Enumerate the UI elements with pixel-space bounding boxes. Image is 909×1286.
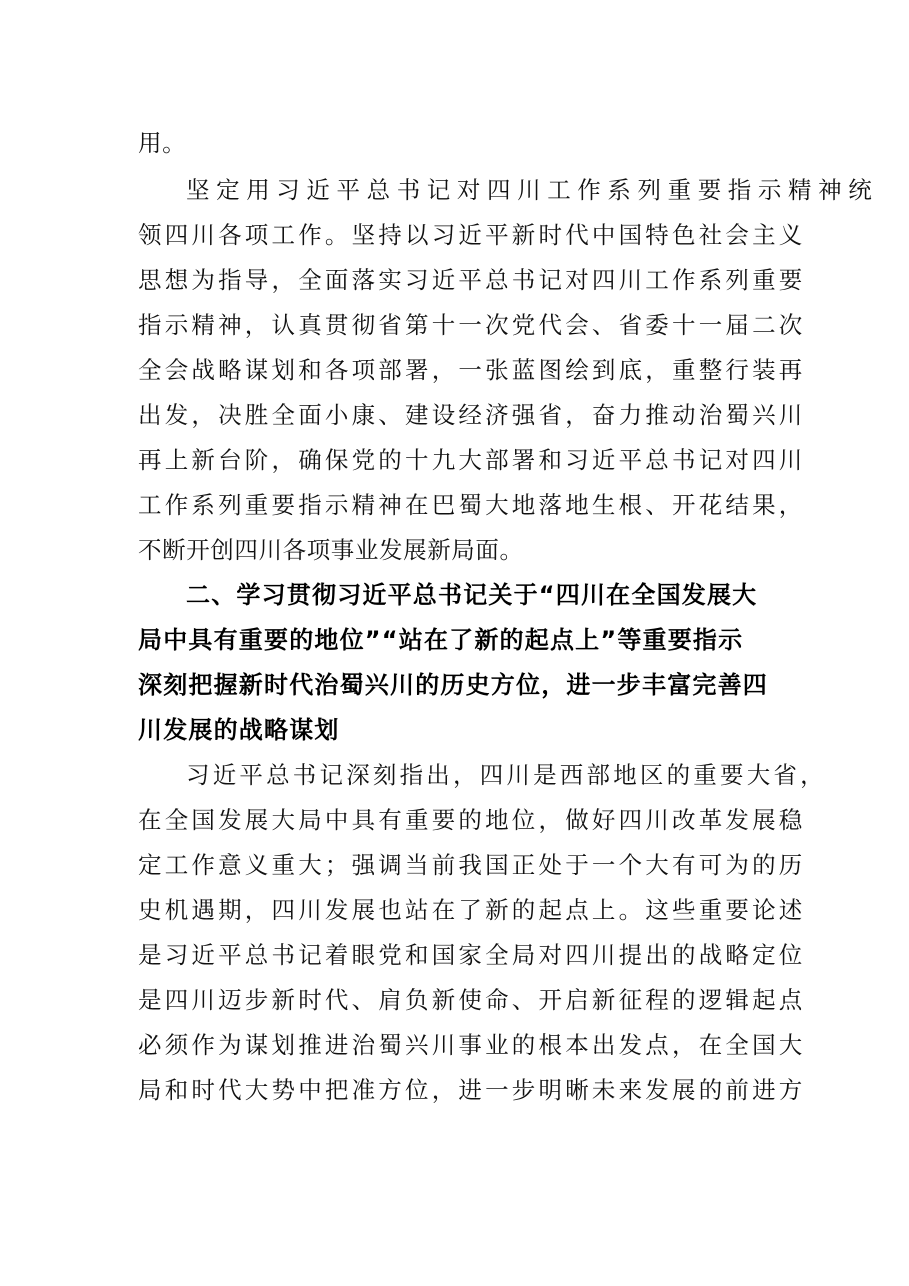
section-heading bbox=[138, 573, 798, 753]
paragraph-3-line-8: 局和时代大势中把准方位，进一步明晰未来发展的前进方 bbox=[138, 1076, 806, 1104]
paragraph-3-line-1: 习近平总书记深刻指出，四川是西部地区的重要大省， bbox=[186, 761, 827, 789]
paragraph-3-line-7: 必须作为谋划推进治蜀兴川事业的根本出发点，在全国大 bbox=[138, 1031, 806, 1059]
section-heading-line-3: 深刻把握新时代治蜀兴川的历史方位，进一步丰富完善四 bbox=[138, 671, 768, 699]
paragraph-1-line-1: 用。 bbox=[138, 129, 187, 157]
section-heading-line-2: 局中具有重要的地位”“站在了新的起点上”等重要指示 bbox=[138, 626, 744, 654]
paragraph-2 bbox=[138, 168, 879, 573]
paragraph-3 bbox=[138, 753, 827, 1113]
paragraph-3-line-4: 史机遇期，四川发展也站在了新的起点上。这些重要论述 bbox=[138, 896, 806, 924]
section-heading-line-1: 二、学习贯彻习近平总书记关于“四川在全国发展大 bbox=[186, 581, 758, 609]
paragraph-2-line-5: 全会战略谋划和各项部署，一张蓝图绘到底，重整行装再 bbox=[138, 356, 806, 384]
paragraph-3-line-6: 是四川迈步新时代、肩负新使命、开启新征程的逻辑起点 bbox=[138, 986, 806, 1014]
paragraph-3-line-3: 定工作意义重大；强调当前我国正处于一个大有可为的历 bbox=[138, 851, 806, 879]
paragraph-2-line-3: 思想为指导，全面落实习近平总书记对四川工作系列重要 bbox=[138, 266, 806, 294]
paragraph-2-line-4: 指示精神，认真贯彻省第十一次党代会、省委十一届二次 bbox=[138, 311, 806, 339]
paragraph-2-line-8: 工作系列重要指示精神在巴蜀大地落地生根、开花结果， bbox=[138, 491, 806, 519]
paragraph-3-line-5: 是习近平总书记着眼党和国家全局对四川提出的战略定位 bbox=[138, 941, 806, 969]
document-body bbox=[138, 121, 879, 1113]
paragraph-3-line-2: 在全国发展大局中具有重要的地位，做好四川改革发展稳 bbox=[138, 806, 806, 834]
section-heading-line-4: 川发展的战略谋划 bbox=[138, 716, 340, 744]
paragraph-2-line-9: 不断开创四川各项事业发展新局面。 bbox=[138, 536, 524, 564]
paragraph-2-line-1: 坚定用习近平总书记对四川工作系列重要指示精神统 bbox=[186, 176, 879, 204]
paragraph-2-line-6: 出发，决胜全面小康、建设经济强省，奋力推动治蜀兴川 bbox=[138, 401, 806, 429]
paragraph-2-line-2: 领四川各项工作。坚持以习近平新时代中国特色社会主义 bbox=[138, 221, 806, 249]
paragraph-2-line-7: 再上新台阶，确保党的十九大部署和习近平总书记对四川 bbox=[138, 446, 806, 474]
